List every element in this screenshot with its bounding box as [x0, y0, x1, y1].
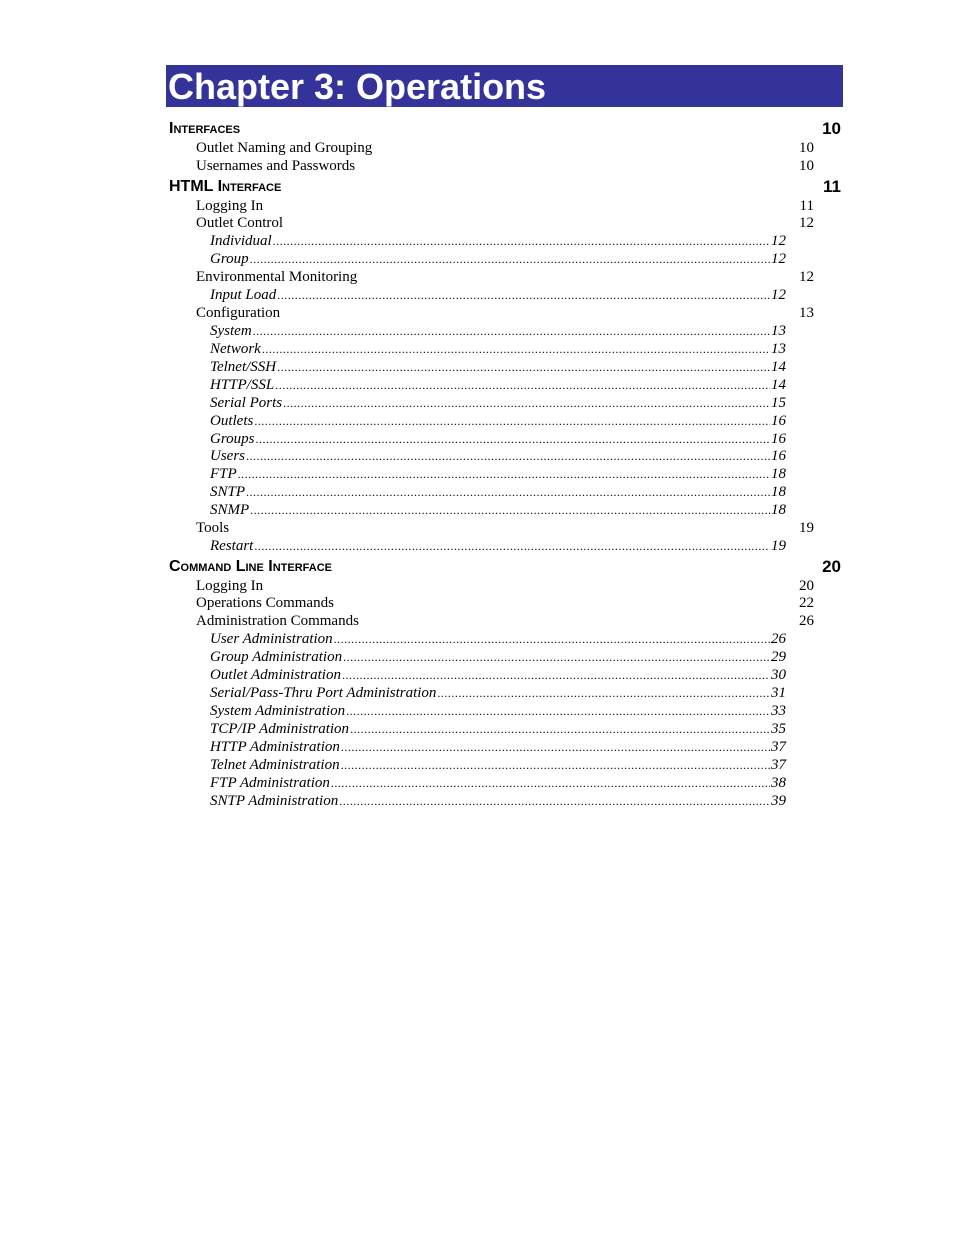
- toc-entry-title: Configuration: [196, 305, 281, 321]
- toc-entry-title: Network: [210, 341, 261, 357]
- dot-leader: [341, 756, 770, 774]
- toc-entry-page: 13: [771, 323, 786, 339]
- toc-entry-page: 12: [799, 215, 814, 231]
- toc-entry-title: User Administration: [210, 631, 333, 647]
- toc-subentry[interactable]: [210, 666, 786, 684]
- toc-entry-page: 20: [799, 578, 814, 594]
- dot-leader: [342, 666, 770, 684]
- toc-entry[interactable]: [196, 139, 814, 157]
- dot-leader: [437, 684, 770, 702]
- toc-entry[interactable]: [196, 268, 814, 286]
- toc-entry-page: 26: [799, 613, 814, 629]
- toc-section-command-line-interface[interactable]: [169, 557, 841, 577]
- toc-entry-page: 37: [771, 739, 786, 755]
- toc-subentry[interactable]: [210, 376, 786, 394]
- toc-entry-title: Usernames and Passwords: [196, 158, 356, 174]
- toc-entry-page: 18: [771, 466, 786, 482]
- toc-entry-page: 14: [771, 377, 786, 393]
- toc-subentry[interactable]: [210, 774, 786, 792]
- toc-entry-page: 10: [799, 158, 814, 174]
- toc-entry[interactable]: [196, 304, 814, 322]
- toc-entry-page: 16: [771, 431, 786, 447]
- toc-subentry[interactable]: [210, 412, 786, 430]
- toc-subentry[interactable]: [210, 483, 786, 501]
- toc-subentry[interactable]: [210, 430, 786, 448]
- toc-entry-title: TCP/IP Administration: [210, 721, 350, 737]
- dot-leader: [254, 537, 770, 555]
- toc-entry-title: Logging In: [196, 578, 264, 594]
- dot-leader: [250, 250, 770, 268]
- dot-leader: [283, 394, 770, 412]
- dot-leader: [334, 630, 770, 648]
- dot-leader: [254, 412, 770, 430]
- toc-entry-title: Operations Commands: [196, 595, 334, 611]
- toc-entry-page: 30: [771, 667, 786, 683]
- dot-leader: [253, 322, 770, 340]
- toc-subentry[interactable]: [210, 394, 786, 412]
- toc-entry-title: SNTP Administration: [210, 793, 339, 809]
- toc-entry[interactable]: [196, 157, 814, 175]
- toc-subentry[interactable]: [210, 232, 786, 250]
- toc-subentry[interactable]: [210, 738, 786, 756]
- toc-entry-title: Outlets: [210, 413, 254, 429]
- toc-entry-page: 11: [823, 177, 841, 196]
- dot-leader: [255, 430, 770, 448]
- toc-subentry[interactable]: [210, 720, 786, 738]
- dot-leader: [331, 774, 770, 792]
- toc-entry[interactable]: [196, 519, 814, 537]
- toc-entry-title: Outlet Administration: [210, 667, 341, 683]
- toc-entry-page: 20: [822, 557, 841, 576]
- toc-entry-page: 22: [799, 595, 814, 611]
- toc-entry-title: Outlet Control: [196, 215, 284, 231]
- toc-entry-page: 38: [771, 775, 786, 791]
- toc-entry-title: Groups: [210, 431, 255, 447]
- dot-leader: [238, 465, 770, 483]
- toc-entry-page: 12: [771, 233, 786, 249]
- toc-entry-title: Outlet Naming and Grouping: [196, 140, 373, 156]
- toc-subentry[interactable]: [210, 702, 786, 720]
- toc-entry-page: 39: [771, 793, 786, 809]
- toc-subentry[interactable]: [210, 792, 786, 810]
- toc-entry[interactable]: [196, 594, 814, 612]
- toc-subentry[interactable]: [210, 447, 786, 465]
- toc-entry-page: 33: [771, 703, 786, 719]
- toc-section-html-interface[interactable]: [169, 177, 841, 197]
- toc-subentry[interactable]: [210, 286, 786, 304]
- dot-leader: [277, 286, 770, 304]
- toc-section-interfaces[interactable]: [169, 119, 841, 139]
- toc-entry-title: SNTP: [210, 484, 246, 500]
- toc-entry-title: Input Load: [210, 287, 277, 303]
- dot-leader: [250, 501, 770, 519]
- toc-subentry[interactable]: [210, 501, 786, 519]
- dot-leader: [341, 738, 770, 756]
- toc-entry-title: HTTP/SSL: [210, 377, 275, 393]
- toc-entry-page: 16: [771, 448, 786, 464]
- dot-leader: [339, 792, 770, 810]
- toc-entry-page: 18: [771, 502, 786, 518]
- toc-subentry[interactable]: [210, 465, 786, 483]
- toc-entry-title: HTTP Administration: [210, 739, 340, 755]
- toc-entry[interactable]: [196, 577, 814, 595]
- toc-entry[interactable]: [196, 214, 814, 232]
- toc-entry[interactable]: [196, 612, 814, 630]
- toc-entry-title: Telnet Administration: [210, 757, 340, 773]
- toc-entry-title: System: [210, 323, 252, 339]
- toc-entry-page: 10: [822, 119, 841, 138]
- toc-entry-title: Telnet/SSH: [210, 359, 277, 375]
- toc-entry-page: 10: [799, 140, 814, 156]
- toc-entry[interactable]: [196, 197, 814, 215]
- toc-entry-page: 16: [771, 413, 786, 429]
- toc-subentry[interactable]: [210, 537, 786, 555]
- toc-entry-title: Environmental Monitoring: [196, 269, 358, 285]
- toc-entry-title: Tools: [196, 520, 230, 536]
- toc-entry-title: Logging In: [196, 198, 264, 214]
- toc-subentry[interactable]: [210, 340, 786, 358]
- dot-leader: [246, 483, 770, 501]
- toc-entry-page: 13: [799, 305, 814, 321]
- dot-leader: [277, 358, 770, 376]
- toc-entry-title: Command Line Interface: [169, 558, 332, 575]
- toc-entry-title: System Administration: [210, 703, 346, 719]
- dot-leader: [275, 376, 770, 394]
- toc-entry-page: 13: [771, 341, 786, 357]
- toc-entry-page: 12: [799, 269, 814, 285]
- dot-leader: [273, 232, 770, 250]
- toc-entry-title: Users: [210, 448, 246, 464]
- toc-entry-title: SNMP: [210, 502, 250, 518]
- toc-entry-page: 11: [799, 198, 814, 214]
- toc-entry-page: 14: [771, 359, 786, 375]
- toc-entry-page: 12: [771, 251, 786, 267]
- toc-entry-page: 15: [771, 395, 786, 411]
- toc-entry-page: 19: [799, 520, 814, 536]
- toc-entry-page: 26: [771, 631, 786, 647]
- dot-leader: [346, 702, 770, 720]
- dot-leader: [343, 648, 770, 666]
- toc-subentry[interactable]: [210, 358, 786, 376]
- toc-entry-title: Individual: [210, 233, 272, 249]
- toc-entry-page: 18: [771, 484, 786, 500]
- toc-entry-title: Restart: [210, 538, 254, 554]
- toc-entry-page: 12: [771, 287, 786, 303]
- toc-entry-title: Interfaces: [169, 120, 241, 137]
- toc-entry-title: FTP: [210, 466, 237, 482]
- toc-entry-page: 37: [771, 757, 786, 773]
- toc-entry-page: 19: [771, 538, 786, 554]
- chapter-title: Chapter 3: Operations: [168, 66, 547, 107]
- toc-entry-page: 31: [771, 685, 786, 701]
- toc-subentry[interactable]: [210, 250, 786, 268]
- toc-entry-title: Administration Commands: [196, 613, 359, 629]
- dot-leader: [246, 447, 770, 465]
- dot-leader: [262, 340, 770, 358]
- toc-subentry[interactable]: [210, 630, 786, 648]
- toc-subentry[interactable]: [210, 648, 786, 666]
- dot-leader: [350, 720, 770, 738]
- toc-entry-title: Serial Ports: [210, 395, 283, 411]
- toc-entry-title: HTML Interface: [169, 178, 282, 195]
- toc-entry-title: FTP Administration: [210, 775, 330, 791]
- toc-subentry[interactable]: [210, 684, 786, 702]
- toc-subentry[interactable]: [210, 322, 786, 340]
- toc-subentry[interactable]: [210, 756, 786, 774]
- toc-entry-page: 29: [771, 649, 786, 665]
- toc-entry-title: Group Administration: [210, 649, 343, 665]
- toc-entry-title: Group: [210, 251, 249, 267]
- toc-entry-page: 35: [771, 721, 786, 737]
- toc-entry-title: Serial/Pass-Thru Port Administration: [210, 685, 437, 701]
